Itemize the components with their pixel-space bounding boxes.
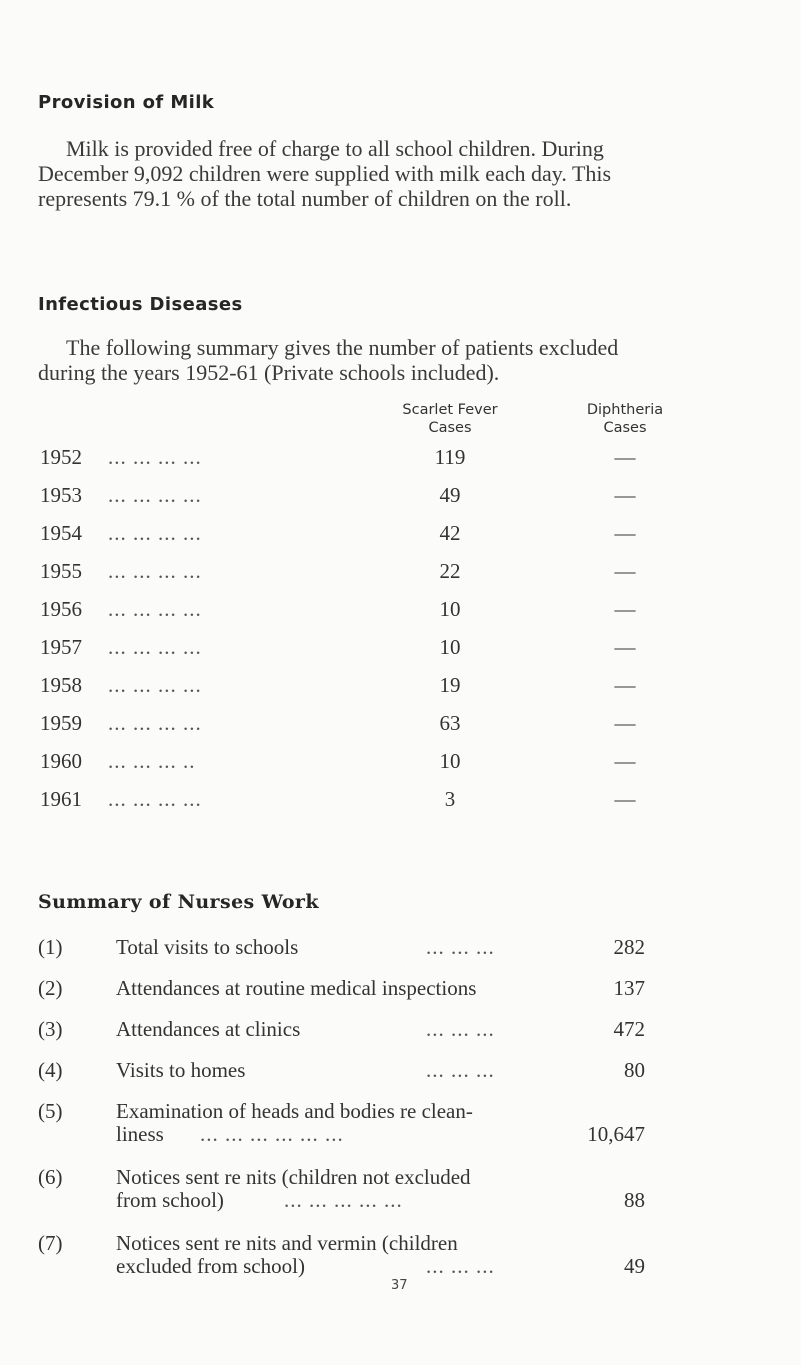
item-number: (7) [38,1231,63,1255]
dot-leader: ... ... ... [426,1017,495,1041]
scarlet-cell: 63 [439,711,461,735]
table-row [0,787,801,817]
column-header-scarlet-fever [380,401,520,437]
dot-leader: ... ... ... ... [108,483,202,507]
column-header-diphtheria [570,401,680,437]
infectious-heading: Infectious Diseases [38,294,243,315]
dot-leader: ... ... ... [426,1058,495,1082]
column-header-diph-line-1: Diphtheria [586,402,664,418]
item-text-continued: liness [116,1122,164,1146]
item-text: Attendances at clinics [116,1017,301,1041]
table-row [0,521,801,551]
list-item [0,1100,801,1146]
item-text: Examination of heads and bodies re clean- [116,1099,473,1123]
item-number: (5) [38,1099,63,1123]
scarlet-cell: 22 [439,559,461,583]
scarlet-cell: 119 [434,445,466,469]
diphtheria-cell: — [614,445,636,469]
diphtheria-cell: — [614,559,636,583]
milk-paragraph-line-1: Milk is provided free of charge to all school children. During [66,136,604,161]
item-value: 49 [624,1254,645,1278]
item-number: (6) [38,1165,63,1189]
infectious-paragraph-line-1: The following summary gives the number of patients excluded [66,335,619,360]
table-row [0,711,801,741]
table-row [0,445,801,475]
scarlet-cell: 3 [444,787,456,811]
year-cell: 1957 [40,635,82,659]
item-value: 80 [624,1058,645,1082]
year-cell: 1953 [40,483,82,507]
item-number: (2) [38,976,63,1000]
year-cell: 1954 [40,521,82,545]
table-row [0,635,801,665]
item-text: Total visits to schools [116,935,299,959]
item-text: Attendances at routine medical inspections [116,976,477,1000]
item-value: 10,647 [587,1122,645,1146]
dot-leader: ... ... ... ... ... [284,1188,403,1212]
dot-leader: ... ... ... .. [108,749,196,773]
year-cell: 1960 [40,749,82,773]
infectious-paragraph-line-2: during the years 1952-61 (Private schools included). [38,360,500,385]
diphtheria-cell: — [614,483,636,507]
item-label-wrap [116,1018,586,1041]
item-text: Visits to homes [116,1058,246,1082]
item-label-wrap [116,1100,586,1146]
year-cell: 1959 [40,711,82,735]
dot-leader: ... ... ... [426,935,495,959]
item-text-continued: from school) [116,1188,224,1212]
diphtheria-cell: — [614,673,636,697]
year-cell: 1952 [40,445,82,469]
item-number: (4) [38,1058,63,1082]
dot-leader: ... ... ... [426,1254,495,1278]
item-value: 88 [624,1188,645,1212]
item-number: (1) [38,935,63,959]
diphtheria-cell: — [614,521,636,545]
year-cell: 1958 [40,673,82,697]
item-text: Notices sent re nits (children not excluded [116,1165,471,1189]
year-cell: 1955 [40,559,82,583]
item-text: Notices sent re nits and vermin (children [116,1231,458,1255]
dot-leader: ... ... ... ... [108,521,202,545]
table-row [0,559,801,589]
milk-heading: Provision of Milk [38,92,215,113]
scarlet-cell: 42 [439,521,461,545]
diphtheria-cell: — [614,749,636,773]
scarlet-cell: 10 [439,635,461,659]
dot-leader: ... ... ... ... [108,711,202,735]
table-row [0,673,801,703]
item-label-wrap [116,936,586,959]
dot-leader: ... ... ... ... [108,673,202,697]
scarlet-cell: 10 [439,597,461,621]
item-label-wrap [116,977,586,1000]
year-cell: 1961 [40,787,82,811]
nurses-heading: Summary of Nurses Work [38,891,319,913]
column-header-scarlet-line-2: Cases [428,420,472,436]
item-label-wrap [116,1059,586,1082]
diphtheria-cell: — [614,635,636,659]
table-row [0,749,801,779]
item-value: 137 [613,976,645,1000]
dot-leader: ... ... ... ... [108,559,202,583]
milk-paragraph-line-3: represents 79.1 % of the total number of children on the roll. [38,186,572,211]
diphtheria-cell: — [614,597,636,621]
dot-leader: ... ... ... ... [108,597,202,621]
item-value: 282 [613,935,645,959]
dot-leader: ... ... ... ... [108,787,202,811]
year-cell: 1956 [40,597,82,621]
page-number: 37 [391,1278,408,1293]
scarlet-cell: 19 [439,673,461,697]
dot-leader: ... ... ... ... [108,635,202,659]
scarlet-cell: 49 [439,483,461,507]
item-number: (3) [38,1017,63,1041]
scarlet-cell: 10 [439,749,461,773]
diphtheria-cell: — [614,787,636,811]
dot-leader: ... ... ... ... [108,445,202,469]
list-item [0,1232,801,1278]
diphtheria-cell: — [614,711,636,735]
column-header-scarlet-line-1: Scarlet Fever [402,402,498,418]
item-label-wrap [116,1232,586,1278]
list-item [0,1166,801,1212]
milk-paragraph-line-2: December 9,092 children were supplied with milk each day. This [38,161,612,186]
dot-leader: ... ... ... ... ... ... [200,1122,344,1146]
item-text-continued: excluded from school) [116,1254,305,1278]
item-label-wrap [116,1166,586,1212]
table-row [0,483,801,513]
column-header-diph-line-2: Cases [603,420,647,436]
table-row [0,597,801,627]
item-value: 472 [613,1017,645,1041]
